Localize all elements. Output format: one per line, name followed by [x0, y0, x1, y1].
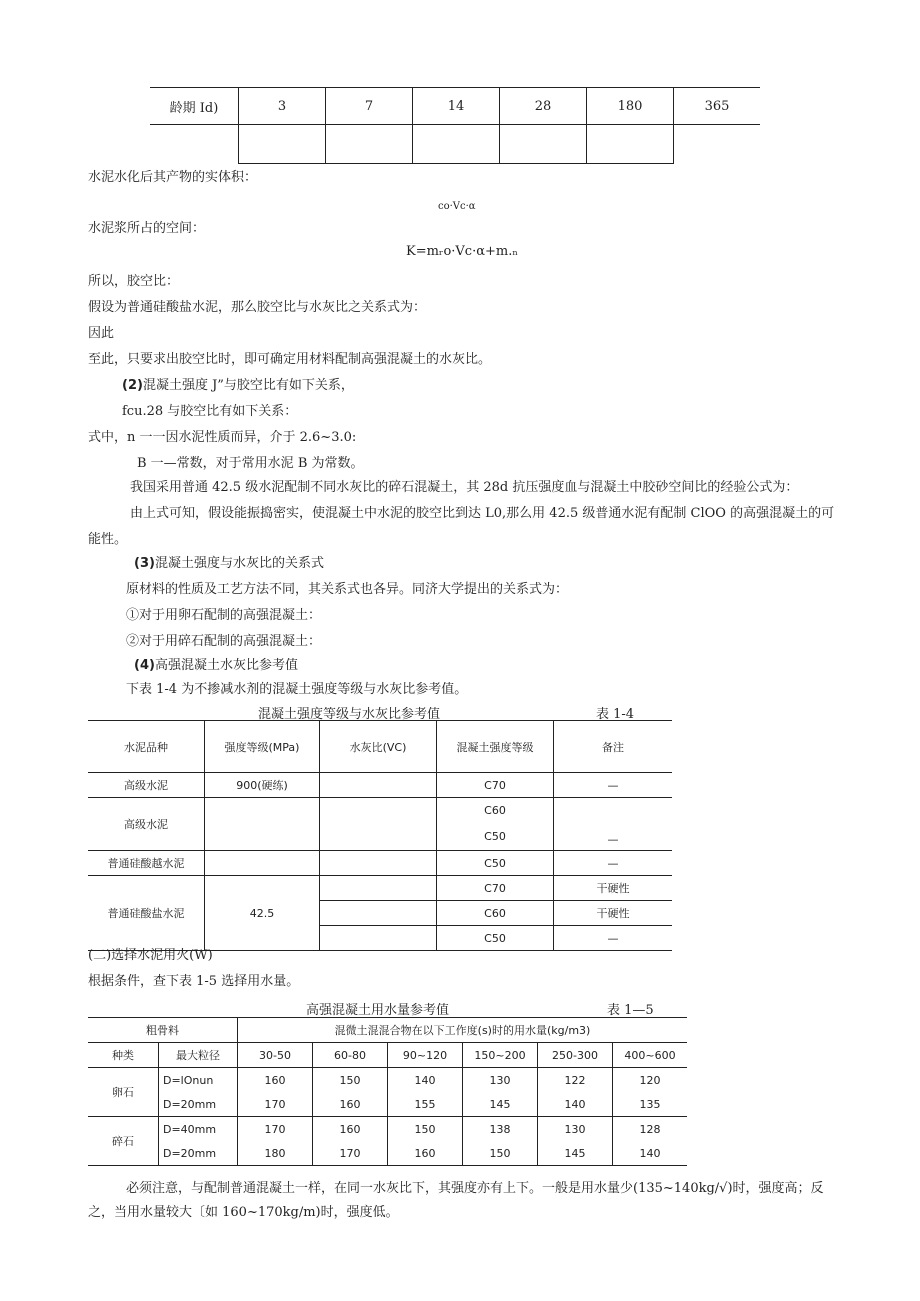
table-cell: D=20mm	[159, 1141, 238, 1166]
table-cell: —	[554, 926, 673, 951]
table-cell: 128	[613, 1117, 688, 1142]
paragraph: fcu.28 与胶空比有如下关系：	[122, 404, 298, 419]
section-text: 高强混凝土水灰比参考值	[154, 658, 298, 673]
blank-cell	[239, 125, 326, 164]
paragraph: 水泥浆所占的空间：	[88, 221, 206, 236]
column-header: 备注	[554, 721, 673, 773]
table-cell: 145	[463, 1092, 538, 1117]
table-cell: 140	[388, 1068, 463, 1093]
table-caption: 高强混凝土用水量参考值	[306, 1003, 450, 1018]
table-cell: 138	[463, 1117, 538, 1142]
section-number: (3)	[134, 556, 155, 571]
table-cell	[205, 851, 320, 876]
table-cell: 160	[238, 1068, 313, 1093]
paragraph: 由上式可知，假设能振捣密实，使混凝土中水泥的胶空比到达 L0,那么用 42.5 级普通水泥有配制 ClOO 的高强混凝土的可	[130, 506, 835, 521]
table-cell	[205, 798, 320, 851]
column-header: 250-300	[538, 1043, 613, 1068]
paragraph: 假设为普通硅酸盐水泥，那么胶空比与水灰比之关系式为：	[88, 300, 427, 315]
paragraph: ①对于用卵石配制的高强混凝土：	[126, 608, 322, 623]
paragraph: 我国采用普通 42.5 级水泥配制不同水灰比的碎石混凝土，其 28d 抗压强度血与混凝土中胶砂空间比的经验公式为：	[130, 480, 799, 495]
grade-value: C50	[484, 830, 506, 843]
table-cell: 普通硅酸越水泥	[88, 851, 205, 876]
table-cell: 180	[238, 1141, 313, 1166]
table-number: 表 1-4	[596, 707, 635, 722]
grade-value: C60	[484, 804, 506, 817]
table-cell: 145	[538, 1141, 613, 1166]
paragraph: 所以，胶空比：	[88, 274, 180, 289]
table-cell: 碎石	[88, 1117, 159, 1166]
table-cell: 135	[613, 1092, 688, 1117]
table-cell	[320, 926, 437, 951]
column-header: 水灰比(VC)	[320, 721, 437, 773]
table-cell: 122	[538, 1068, 613, 1093]
paragraph: ②对于用碎石配制的高强混凝土：	[126, 634, 322, 649]
table-cell	[320, 798, 437, 851]
table-cell: 155	[388, 1092, 463, 1117]
table-cell: 普通硅酸盐水泥	[88, 876, 205, 951]
table-cell: 170	[238, 1117, 313, 1142]
table-cell: 140	[538, 1092, 613, 1117]
table-cell: C50	[437, 926, 554, 951]
column-header: 强度等级(MPa)	[205, 721, 320, 773]
paragraph: 根据条件，查下表 1-5 选择用水量。	[88, 974, 300, 989]
table-cell	[320, 876, 437, 901]
table-cell: D=20mm	[159, 1092, 238, 1117]
section-number: (2)	[122, 378, 143, 393]
table-cell: —	[554, 773, 673, 798]
table-cell: 160	[388, 1141, 463, 1166]
age-table	[150, 87, 760, 164]
table-cell: 170	[313, 1141, 388, 1166]
table-cell	[320, 901, 437, 926]
table-cell: 150	[388, 1117, 463, 1142]
table-cell: —	[554, 851, 673, 876]
paragraph: 能性。	[88, 532, 128, 547]
table-caption: 混凝土强度等级与水灰比参考值	[258, 707, 441, 722]
column-header: 混凝土强度等级	[437, 721, 554, 773]
section-heading	[134, 552, 324, 576]
column-header: 混微土混混合物在以下工作度(s)时的用水量(kg/m3)	[238, 1018, 688, 1043]
blank-cell	[500, 125, 587, 164]
water-amount-table	[88, 1017, 687, 1166]
table-cell: 170	[238, 1092, 313, 1117]
blank-cell	[413, 125, 500, 164]
table-cell: 130	[538, 1117, 613, 1142]
formula: co·Vc·α	[438, 201, 476, 212]
column-header: 30-50	[238, 1043, 313, 1068]
table-cell: 150	[313, 1068, 388, 1093]
paragraph: 式中，n 一一因水泥性质而异，介于 2.6~3.0:	[88, 430, 357, 445]
column-header: 种类	[88, 1043, 159, 1068]
paragraph: 至此，只要求出胶空比时，即可确定用材料配制高强混凝土的水灰比。	[88, 352, 492, 367]
table-cell: 160	[313, 1117, 388, 1142]
paragraph: 因此	[88, 326, 115, 341]
column-header: 最大粒径	[159, 1043, 238, 1068]
section-heading	[134, 654, 298, 678]
table-cell	[320, 773, 437, 798]
column-header: 60-80	[313, 1043, 388, 1068]
table-cell	[554, 798, 673, 851]
age-cell: 3	[239, 88, 326, 125]
table-cell: 120	[613, 1068, 688, 1093]
section-heading	[122, 374, 354, 398]
column-header: 400~600	[613, 1043, 688, 1068]
paragraph: 原材料的性质及工艺方法不同，其关系式也各异。同济大学提出的关系式为：	[126, 582, 569, 597]
table-cell: 130	[463, 1068, 538, 1093]
water-cement-ratio-table	[88, 720, 672, 951]
age-cell: 28	[500, 88, 587, 125]
blank-cell	[326, 125, 413, 164]
age-header-label: 龄期 Id)	[150, 88, 239, 125]
age-cell: 14	[413, 88, 500, 125]
table-cell: C70	[437, 773, 554, 798]
paragraph: B 一—常数，对于常用水泥 B 为常数。	[137, 456, 364, 471]
table-cell: D=40mm	[159, 1117, 238, 1142]
column-header: 90~120	[388, 1043, 463, 1068]
column-header: 粗骨料	[88, 1018, 238, 1043]
table-cell: 干硬性	[554, 901, 673, 926]
table-cell: 160	[313, 1092, 388, 1117]
note-value: —	[607, 833, 619, 846]
column-header: 150~200	[463, 1043, 538, 1068]
age-cell: 7	[326, 88, 413, 125]
section-text: 混凝土强度与水灰比的关系式	[154, 556, 324, 571]
table-cell: 卵石	[88, 1068, 159, 1117]
formula: K=mᵣo·Vc·α+m.ₙ	[406, 244, 518, 259]
table-cell: 干硬性	[554, 876, 673, 901]
table-cell	[437, 798, 554, 851]
age-cell: 365	[674, 88, 761, 125]
table-cell: C50	[437, 851, 554, 876]
column-header: 水泥品种	[88, 721, 205, 773]
paragraph: (二)选择水泥用火(W)	[88, 948, 213, 963]
table-cell: D=lOnun	[159, 1068, 238, 1093]
table-cell: 高级水泥	[88, 798, 205, 851]
paragraph: 之，当用水量较大〔如 160~170kg∕m)时，强度低。	[88, 1205, 399, 1220]
paragraph: 下表 1-4 为不掺减水剂的混凝土强度等级与水灰比参考值。	[126, 682, 468, 697]
age-cell: 180	[587, 88, 674, 125]
table-cell: 150	[463, 1141, 538, 1166]
table-cell: 42.5	[205, 876, 320, 951]
paragraph: 水泥水化后其产物的实体积：	[88, 170, 258, 185]
table-cell: 高级水泥	[88, 773, 205, 798]
section-text: 混凝土强度 J”与胶空比有如下关系，	[142, 378, 354, 393]
table-cell: C70	[437, 876, 554, 901]
table-cell: 140	[613, 1141, 688, 1166]
table-cell: C60	[437, 901, 554, 926]
paragraph: 必须注意，与配制普通混凝土一样，在同一水灰比下，其强度亦有上下。一般是用水量少(135~140kg∕√)时，强度高；反	[126, 1181, 824, 1196]
table-cell	[320, 851, 437, 876]
section-number: (4)	[134, 658, 155, 673]
blank-cell	[587, 125, 674, 164]
table-cell: 900(硬练)	[205, 773, 320, 798]
table-number: 表 1—5	[607, 1003, 654, 1018]
